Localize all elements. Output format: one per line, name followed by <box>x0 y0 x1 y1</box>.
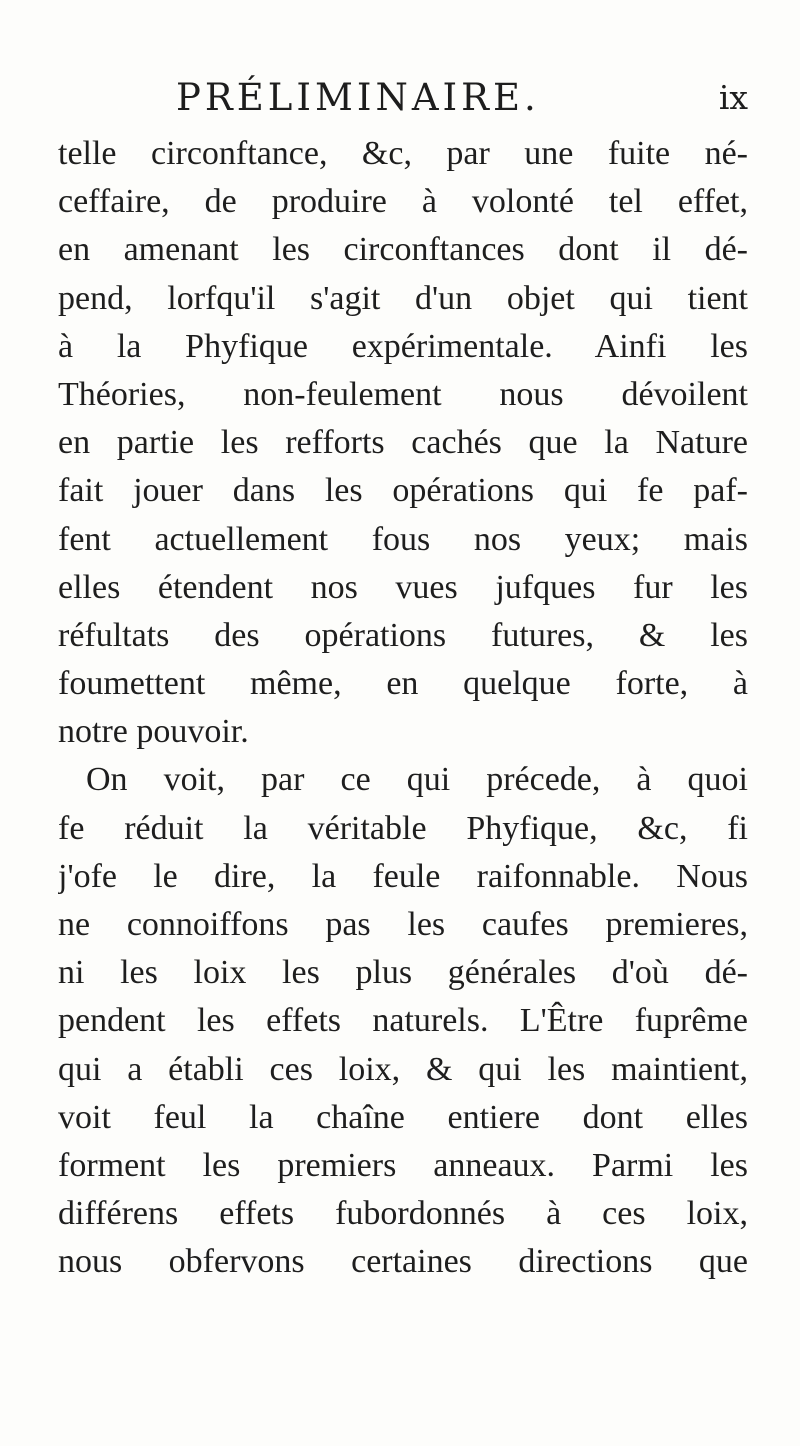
text-line: réfultats des opérations futures, & les <box>58 616 748 654</box>
text-line: nous obfervons certaines directions que <box>58 1243 748 1281</box>
body-text <box>58 130 748 1287</box>
text-line: j'ofe le dire, la feule raifonnable. Nous <box>58 857 748 895</box>
text-line: pendent les effets naturels. L'Être fuprême <box>58 1002 748 1040</box>
paragraph-end-line: notre pouvoir. <box>58 713 249 751</box>
text-line: Théories, non-feulement nous dévoilent <box>58 375 748 413</box>
text-line: forment les premiers anneaux. Parmi les <box>58 1146 748 1184</box>
text-line: telle circonftance, &c, par une fuite né- <box>58 135 748 172</box>
text-line: ceffaire, de produire à volonté tel effet, <box>58 183 748 221</box>
page-number: ix <box>718 78 748 117</box>
text-line: différens effets fubordonnés à ces loix, <box>58 1195 748 1233</box>
text-line: ne connoiffons pas les caufes premieres, <box>58 906 748 943</box>
text-line: fent actuellement fous nos yeux; mais <box>58 520 748 558</box>
text-line: voit feul la chaîne entiere dont elles <box>58 1098 748 1136</box>
text-line: pend, lorfqu'il s'agit d'un objet qui tient <box>58 279 748 317</box>
text-line: foumettent même, en quelque forte, à <box>58 665 748 703</box>
text-line: fait jouer dans les opérations qui fe paf- <box>58 472 748 510</box>
text-line: qui a établi ces loix, & qui les maintient, <box>58 1050 748 1088</box>
page-header <box>58 76 748 132</box>
text-line: ni les loix les plus générales d'où dé- <box>58 954 748 992</box>
running-title: PRÉLIMINAIRE. <box>176 76 540 119</box>
text-line: fe réduit la véritable Phyfique, &c, fi <box>58 809 748 847</box>
paragraph-start-line: On voit, par ce qui précede, à quoi <box>86 761 748 799</box>
text-line: en amenant les circonftances dont il dé- <box>58 231 748 269</box>
text-line: à la Phyfique expérimentale. Ainfi les <box>58 327 748 365</box>
text-line: elles étendent nos vues jufques fur les <box>58 568 748 606</box>
text-line: en partie les refforts cachés que la Nature <box>58 424 748 462</box>
